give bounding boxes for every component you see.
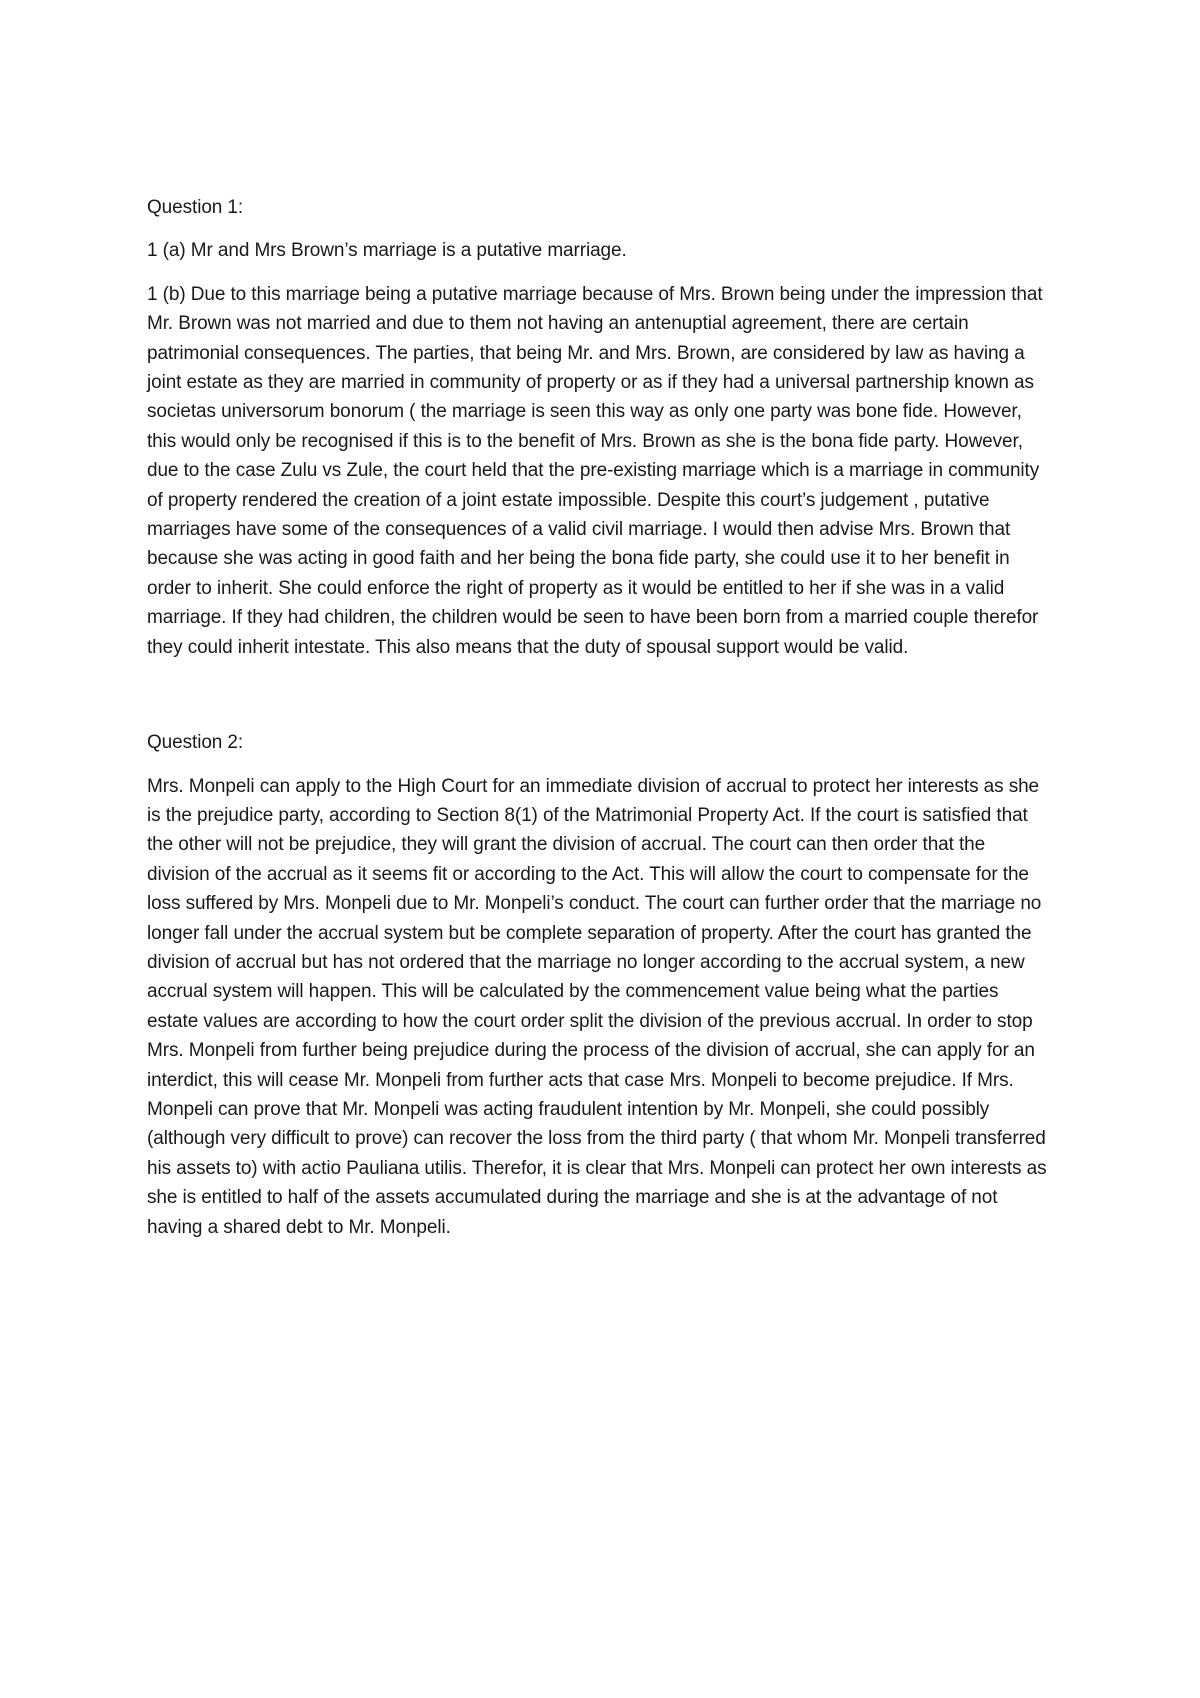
question-2-answer: Mrs. Monpeli can apply to the High Court for an immediate division of accrual to protect her interests as she is the prejudice party, according to Section 8(1) of the Matrimonial Property Act. If the court is satisfied that the other will not be prejudice, they will grant the division of accrual. The court can then order that the division of the accrual as it seems fit or according to the Act. This will allow the court to compensate for the loss suffered by Mrs. Monpeli due to Mr. Monpeli’s conduct. The court can further order that the marriage no longer fall under the accrual system but be complete separation of property. After the court has granted the division of accrual but has not ordered that the marriage no longer according to the accrual system, a new accrual system will happen. This will be calculated by the commencement value being what the parties estate values are according to how the court order split the division of the previous accrual. In order to stop Mrs. Monpeli from further being prejudice during the process of the division of accrual, she can apply for an interdict, this will cease Mr. Monpeli from further acts that case Mrs. Monpeli to become prejudice. If Mrs. Monpeli can prove that Mr. Monpeli was acting fraudulent intention by Mr. Monpeli, she could possibly (although very difficult to prove) can recover the loss from the third party ( that whom Mr. Monpeli transferred his assets to) with actio Pauliana utilis. Therefor, it is clear that Mrs. Monpeli can protect her own interests as she is entitled to half of the assets accumulated during the marriage and she is at the advantage of not having a shared debt to Mr. Monpeli. [147, 775, 1047, 1238]
document-body [147, 193, 1047, 1242]
question-2-heading: Question 2: [147, 732, 244, 754]
spacer [147, 266, 1047, 280]
question-1b-answer: 1 (b) Due to this marriage being a putative marriage because of Mrs. Brown being under the impression that Mr. Brown was not married and due to them not having an antenuptial agreement, there are certain patrimonial consequences. The parties, that being Mr. and Mrs. Brown, are considered by law as having a joint estate as they are married in community of property or as if they had a universal partnership known as societas universorum bonorum ( the marriage is seen this way as only one party was bone fide. However, this would only be recognised if this is to the benefit of Mrs. Brown as she is the bona fide party. However, due to the case Zulu vs Zule, the court held that the pre-existing marriage which is a marriage in community of property rendered the creation of a joint estate impossible. Despite this court’s judgement , putative marriages have some of the consequences of a valid civil marriage. I would then advise Mrs. Brown that because she was acting in good faith and her being the bona fide party, she could use it to her benefit in order to inherit. She could enforce the right of property as it would be entitled to her if she was in a valid marriage. If they had children, the children would be seen to have been born from a married couple therefor they could inherit intestate. This also means that the duty of spousal support would be valid. [147, 283, 1043, 658]
question-1-heading: Question 1: [147, 197, 244, 218]
question-1a-answer: 1 (a) Mr and Mrs Brown’s marriage is a putative marriage. [147, 240, 627, 262]
spacer [147, 758, 1047, 772]
spacer [147, 222, 1047, 236]
spacer [147, 662, 1047, 728]
